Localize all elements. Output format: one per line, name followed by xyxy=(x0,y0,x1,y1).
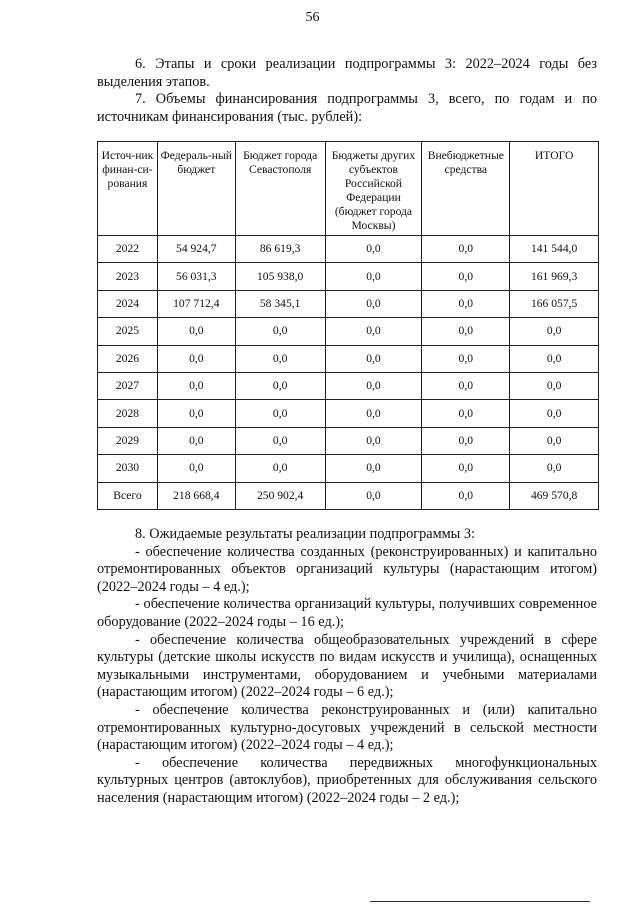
value-cell: 86 619,3 xyxy=(235,236,325,263)
value-cell: 0,0 xyxy=(157,400,235,427)
value-cell: 166 057,5 xyxy=(510,290,599,317)
value-cell: 0,0 xyxy=(325,482,422,509)
row-label-cell: 2024 xyxy=(98,290,158,317)
result-item: - обеспечение количества созданных (реконструированных) и капитально отремонтированных объектов организаций культуры (нарастающим итогом) (2022–2024 годы – 4 ед.); xyxy=(97,543,597,595)
value-cell: 0,0 xyxy=(510,318,599,345)
section-8-heading: 8. Ожидаемые результаты реализации подпрограммы 3: xyxy=(135,526,475,542)
table-header-cell: ИТОГО xyxy=(510,142,599,236)
table-row xyxy=(98,372,599,399)
value-cell: 0,0 xyxy=(157,372,235,399)
value-cell: 0,0 xyxy=(325,236,422,263)
value-cell: 0,0 xyxy=(235,318,325,345)
value-cell: 0,0 xyxy=(235,400,325,427)
row-label-cell: 2030 xyxy=(98,455,158,482)
row-label-cell: 2023 xyxy=(98,263,158,290)
value-cell: 0,0 xyxy=(510,400,599,427)
table-header-cell: Федераль-ный бюджет xyxy=(157,142,235,236)
table-header-cell: Внебюджетные средства xyxy=(422,142,510,236)
value-cell: 0,0 xyxy=(422,482,510,509)
section-8 xyxy=(97,526,597,808)
value-cell: 107 712,4 xyxy=(157,290,235,317)
value-cell: 0,0 xyxy=(157,455,235,482)
table-header-cell: Бюджет города Севастополя xyxy=(235,142,325,236)
value-cell: 0,0 xyxy=(422,372,510,399)
result-item: - обеспечение количества организаций культуры, получивших современное оборудование (2022–2024 годы – 16 ед.); xyxy=(97,596,597,630)
value-cell: 0,0 xyxy=(422,263,510,290)
value-cell: 0,0 xyxy=(510,427,599,454)
value-cell: 58 345,1 xyxy=(235,290,325,317)
value-cell: 56 031,3 xyxy=(157,263,235,290)
value-cell: 54 924,7 xyxy=(157,236,235,263)
table-header-row xyxy=(98,142,599,236)
value-cell: 0,0 xyxy=(422,400,510,427)
value-cell: 0,0 xyxy=(157,427,235,454)
section-7-text: 7. Объемы финансирования подпрограммы 3, всего, по годам и по источникам финансирования (тыс. рублей): xyxy=(97,91,597,125)
value-cell: 0,0 xyxy=(422,427,510,454)
footer-divider xyxy=(370,901,590,902)
row-label-cell: 2022 xyxy=(98,236,158,263)
value-cell: 0,0 xyxy=(325,290,422,317)
value-cell: 0,0 xyxy=(422,290,510,317)
table-row xyxy=(98,236,599,263)
value-cell: 0,0 xyxy=(157,345,235,372)
value-cell: 0,0 xyxy=(422,318,510,345)
value-cell: 161 969,3 xyxy=(510,263,599,290)
value-cell: 0,0 xyxy=(157,318,235,345)
value-cell: 0,0 xyxy=(325,427,422,454)
value-cell: 0,0 xyxy=(325,372,422,399)
row-label-cell: Всего xyxy=(98,482,158,509)
value-cell: 0,0 xyxy=(325,263,422,290)
table-row xyxy=(98,400,599,427)
table-row xyxy=(98,345,599,372)
sections-6-7 xyxy=(97,56,597,126)
financing-table xyxy=(97,141,599,510)
row-label-cell: 2026 xyxy=(98,345,158,372)
result-item: - обеспечение количества передвижных многофункциональных культурных центров (автоклубов), приобретенных для обслуживания сельского населения (нарастающим итогом) (2022–2024 годы – 2 ед.); xyxy=(97,754,597,806)
table-row xyxy=(98,427,599,454)
value-cell: 0,0 xyxy=(325,318,422,345)
value-cell: 0,0 xyxy=(325,400,422,427)
table-body xyxy=(98,236,599,510)
value-cell: 0,0 xyxy=(235,427,325,454)
row-label-cell: 2027 xyxy=(98,372,158,399)
value-cell: 105 938,0 xyxy=(235,263,325,290)
result-item: - обеспечение количества общеобразовательных учреждений в сфере культуры (детские школы искусств по видам искусств и училища), оснащенных музыкальными инструментами, оборудованием и учебными материалами (нарастающим итогом) (2022–2024 годы – 6 ед.); xyxy=(97,631,597,701)
table-row xyxy=(98,318,599,345)
value-cell: 0,0 xyxy=(325,345,422,372)
value-cell: 0,0 xyxy=(422,455,510,482)
table-header-cell: Источ-ник финан-си-рования xyxy=(98,142,158,236)
value-cell: 0,0 xyxy=(510,372,599,399)
section-6-text: 6. Этапы и сроки реализации подпрограммы 3: 2022–2024 годы без выделения этапов. xyxy=(97,56,597,90)
row-label-cell: 2028 xyxy=(98,400,158,427)
value-cell: 218 668,4 xyxy=(157,482,235,509)
table-row xyxy=(98,455,599,482)
value-cell: 0,0 xyxy=(235,455,325,482)
value-cell: 0,0 xyxy=(325,455,422,482)
value-cell: 0,0 xyxy=(422,236,510,263)
page-number: 56 xyxy=(305,10,320,25)
value-cell: 469 570,8 xyxy=(510,482,599,509)
value-cell: 0,0 xyxy=(235,345,325,372)
value-cell: 0,0 xyxy=(235,372,325,399)
table-row xyxy=(98,482,599,509)
table-row xyxy=(98,263,599,290)
value-cell: 0,0 xyxy=(510,455,599,482)
table-header-cell: Бюджеты других субъектов Российской Федерации (бюджет города Москвы) xyxy=(325,142,422,236)
value-cell: 0,0 xyxy=(510,345,599,372)
value-cell: 250 902,4 xyxy=(235,482,325,509)
value-cell: 141 544,0 xyxy=(510,236,599,263)
table-row xyxy=(98,290,599,317)
row-label-cell: 2025 xyxy=(98,318,158,345)
value-cell: 0,0 xyxy=(422,345,510,372)
result-item: - обеспечение количества реконструированных и (или) капитально отремонтированных культурно-досуговых учреждений в сельской местности (нарастающим итогом) (2022–2024 годы – 4 ед.); xyxy=(97,701,597,754)
row-label-cell: 2029 xyxy=(98,427,158,454)
